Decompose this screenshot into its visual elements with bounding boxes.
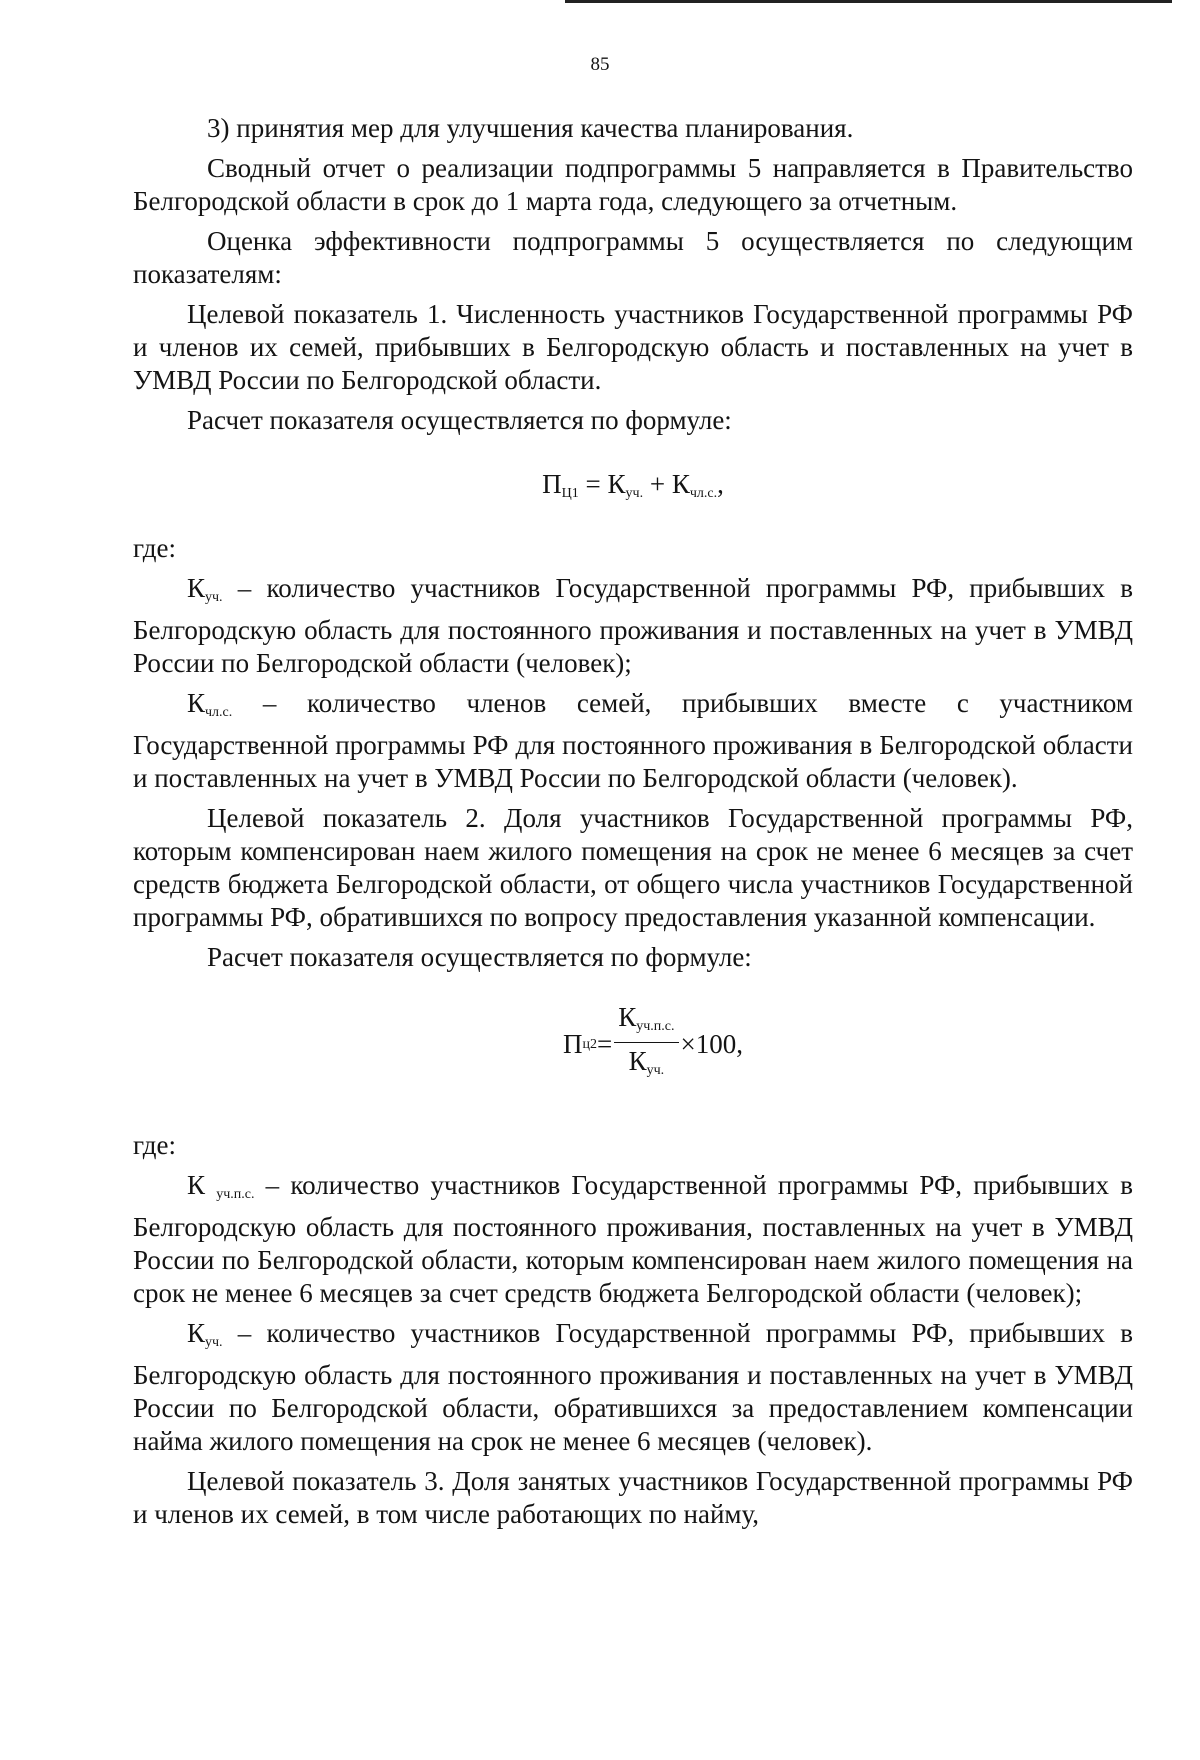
definition-3-sub: уч.п.с. bbox=[216, 1187, 255, 1202]
formula-1-term-1: К bbox=[607, 469, 626, 499]
formula-1-end: , bbox=[717, 469, 724, 499]
definition-3-text: – количество участников Государственной программы РФ, прибывших в Белгородскую область для постоянного проживания, поставленных на учет в УМВД России по Белгородской области, которым компенсирован наем жилого помещения на срок не менее 6 месяцев за счет средств бюджета Белгородской области (человек); bbox=[133, 1170, 1133, 1308]
formula-2-fraction bbox=[614, 1002, 678, 1087]
page-number: 85 bbox=[590, 54, 610, 75]
formula-2-lhs-sub: ц2 bbox=[582, 1036, 597, 1052]
formula-2-tail: ×100, bbox=[680, 1028, 743, 1059]
definition-4 bbox=[133, 1317, 1133, 1458]
definition-3 bbox=[133, 1169, 1133, 1310]
where-label-2: где: bbox=[133, 1130, 176, 1160]
paragraph-2: Сводный отчет о реализации подпрограммы 5 направляется в Правительство Белгородской области в срок до 1 марта года, следующего за отчетным. bbox=[133, 153, 1133, 216]
paragraph-target-3: Целевой показатель 3. Доля занятых участников Государственной программы РФ и членов их семей, в том числе работающих по найму, bbox=[133, 1466, 1133, 1529]
definition-2-symbol: К bbox=[187, 688, 206, 718]
formula-2-numerator bbox=[614, 1002, 678, 1043]
paragraph-formula-intro-1: Расчет показателя осуществляется по формуле: bbox=[187, 405, 732, 435]
definition-4-symbol: К bbox=[187, 1318, 206, 1348]
formula-2-den-sub: уч. bbox=[646, 1062, 665, 1078]
paragraph-formula-intro-2: Расчет показателя осуществляется по формуле: bbox=[207, 942, 752, 972]
top-rule bbox=[565, 0, 1172, 3]
formula-2-den-symbol: К bbox=[628, 1045, 647, 1076]
formula-1-plus: + bbox=[643, 469, 672, 499]
where-label-1: где: bbox=[133, 533, 176, 563]
formula-1-eq: = bbox=[578, 469, 608, 499]
formula-1 bbox=[133, 444, 1133, 532]
formula-2-num-symbol: К bbox=[618, 1001, 637, 1032]
paragraph-target-2: Целевой показатель 2. Доля участников Государственной программы РФ, которым компенсирован наем жилого помещения на срок не менее 6 месяцев за счет средств бюджета Белгородской области, от общего числа участников Государственной программы РФ, обратившихся по вопросу предоставления указанной компенсации. bbox=[133, 803, 1133, 932]
paragraph-3: Оценка эффективности подпрограммы 5 осуществляется по следующим показателям: bbox=[133, 226, 1133, 289]
definition-2-text: – количество членов семей, прибывших вместе с участником Государственной программы РФ для постоянного проживания в Белгородской области и поставленных на учет в УМВД России по Белгородской области (человек). bbox=[133, 688, 1133, 793]
definition-1-symbol: К bbox=[187, 573, 206, 603]
definition-2-sub: чл.с. bbox=[205, 705, 233, 720]
definition-3-symbol: К bbox=[187, 1170, 217, 1200]
formula-1-term-2: К bbox=[671, 469, 690, 499]
document-body bbox=[133, 112, 1133, 1538]
paragraph-target-1: Целевой показатель 1. Численность участников Государственной программы РФ и членов их семей, прибывших в Белгородскую область и поставленных на учет в УМВД России по Белгородской области. bbox=[133, 299, 1133, 395]
formula-1-term-1-sub: уч. bbox=[625, 486, 644, 501]
paragraph-1: 3) принятия мер для улучшения качества планирования. bbox=[207, 113, 854, 143]
formula-1-lhs-sub: Ц1 bbox=[561, 486, 579, 501]
formula-2-num-sub: уч.п.с. bbox=[636, 1018, 675, 1034]
formula-2-lhs: П bbox=[563, 1028, 583, 1059]
definition-2 bbox=[133, 687, 1133, 795]
definition-1 bbox=[133, 572, 1133, 680]
formula-1-term-2-sub: чл.с. bbox=[689, 486, 718, 501]
formula-2-eq: = bbox=[597, 1028, 613, 1059]
definition-4-text: – количество участников Государственной программы РФ, прибывших в Белгородскую область для постоянного проживания и поставленных на учет в УМВД России по Белгородской области, обратившихся за предоставлением компенсации найма жилого помещения на срок не менее 6 месяцев (человек). bbox=[133, 1318, 1133, 1456]
definition-1-sub: уч. bbox=[205, 590, 223, 605]
formula-1-lhs: П bbox=[542, 469, 562, 499]
formula-2 bbox=[173, 981, 1133, 1099]
formula-2-denominator bbox=[629, 1043, 665, 1087]
definition-1-text: – количество участников Государственной программы РФ, прибывших в Белгородскую область для постоянного проживания и поставленных на учет в УМВД России по Белгородской области (человек); bbox=[133, 573, 1133, 678]
definition-4-sub: уч. bbox=[205, 1335, 223, 1350]
